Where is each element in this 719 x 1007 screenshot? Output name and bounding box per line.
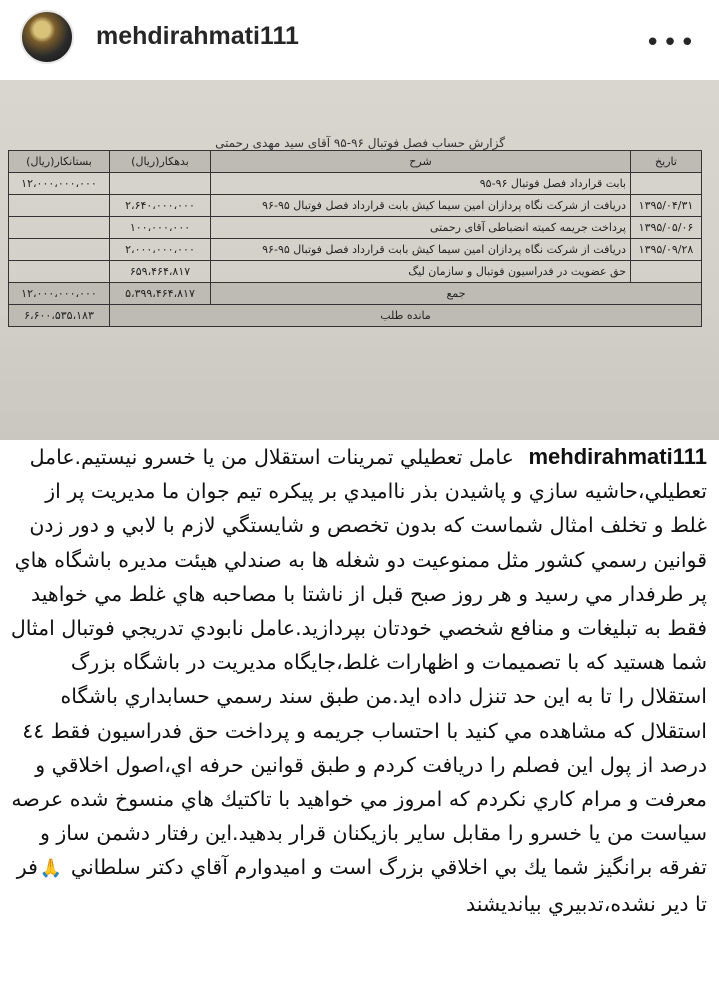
column-header-description: شرح [211,151,631,173]
post-header [0,0,719,80]
balance-value: ۶،۶۰۰،۵۳۵،۱۸۳ [9,305,110,327]
cell-description: دریافت از شرکت نگاه پردازان امین سیما کیش بابت قرارداد فصل فوتبال ۹۵-۹۶ [211,195,631,217]
table-row [9,261,702,283]
document-title: گزارش حساب فصل فوتبال ۹۶-۹۵ آقای سید مهدی رحمتی [215,136,505,150]
cell-date: ۱۳۹۵/۰۹/۲۸ [631,239,702,261]
cell-debit [110,173,211,195]
post-caption [10,440,707,921]
cell-credit [9,261,110,283]
cell-date [631,173,702,195]
column-header-debit: بدهکار(ریال) [110,151,211,173]
table-row [9,217,702,239]
cell-description: بابت قرارداد فصل فوتبال ۹۶-۹۵ [211,173,631,195]
cell-debit: ۱۰۰،۰۰۰،۰۰۰ [110,217,211,239]
table-row [9,239,702,261]
total-debit: ۵،۳۹۹،۴۶۴،۸۱۷ [110,283,211,305]
caption-text-end: فر تا دير نشده،تدبيري بيانديشند [16,855,707,916]
cell-credit [9,195,110,217]
cell-credit [9,239,110,261]
cell-debit: ۲،۶۴۰،۰۰۰،۰۰۰ [110,195,211,217]
cell-credit [9,217,110,239]
total-credit: ۱۲،۰۰۰،۰۰۰،۰۰۰ [9,283,110,305]
cell-description: حق عضویت در فدراسیون فوتبال و سازمان لیگ [211,261,631,283]
column-header-date: تاریخ [631,151,702,173]
cell-date: ۱۳۹۵/۰۴/۳۱ [631,195,702,217]
cell-debit: ۲،۰۰۰،۰۰۰،۰۰۰ [110,239,211,261]
avatar[interactable] [20,10,74,64]
post-photo [0,80,719,440]
column-header-credit: بستانکار(ریال) [9,151,110,173]
balance-row [9,305,702,327]
cell-credit: ۱۲،۰۰۰،۰۰۰،۰۰۰ [9,173,110,195]
total-row [9,283,702,305]
ledger-table [8,150,702,327]
ledger-document [0,90,719,430]
cell-description: دریافت از شرکت نگاه پردازان امین سیما کیش بابت قرارداد فصل فوتبال ۹۵-۹۶ [211,239,631,261]
cell-description: پرداخت جریمه کمیته انضباطی آقای رحمتی [211,217,631,239]
username[interactable]: mehdirahmati111 [96,22,299,50]
more-options-icon[interactable]: ••• [644,28,697,58]
total-label: جمع [211,283,702,305]
cell-date [631,261,702,283]
caption-username[interactable]: mehdirahmati111 [528,444,707,469]
cell-date: ۱۳۹۵/۰۵/۰۶ [631,217,702,239]
pray-hands-icon: 🙏 [39,858,63,880]
cell-debit: ۶۵۹،۴۶۴،۸۱۷ [110,261,211,283]
balance-label: مانده طلب [110,305,702,327]
table-row [9,195,702,217]
table-row [9,173,702,195]
caption-text: عامل تعطيلي تمرينات استقلال من يا خسرو نيستيم.عامل تعطيلي،حاشيه سازي و پاشيدن بذر نااميدي بر پيكره تيم جوان ما مديريت پر از غلط و تخلف امثال شماست كه بدون تخصص و شايستگي لازم با لابي و دور زدن قوانين رسمي كشور مثل ممنوعيت دو شغله ها به صندلي هيئت مديره باشگاه هاي پر طرفدار مي رسيد و هر روز صبح قبل از ناشتا با مصاحبه هاي غلط مي خواهيد فقط به تبليغات و منافع شخصي خودتان بپردازيد.عامل نابودي تدريجي فوتبال امثال شما هستيد كه با تصميمات و اظهارات غلط،جايگاه مديريت در باشگاه بزرگ استقلال را تا به اين حد تنزل داده ايد.من طبق سند رسمي حسابداري باشگاه استقلال كه مشاهده مي كنيد با احتساب جريمه و پرداخت حق فدراسيون فقط ٤٤ درصد از پول اين فصلم را دريافت كردم و طبق قوانين حرفه اي،اصول اخلاقي و معرفت و مرام كاري نكردم كه امروز مي خواهيد با تاكتيك هاي منسوخ شده عرصه سياست من يا خسرو را مقابل ساير بازيكنان قرار بدهيد.اين رفتار دشمن ساز و تفرقه برانگيز شما يك بي اخلاقي بزرگ است و اميدوارم آقاي دكتر سلطاني [10,445,707,880]
ledger-header-row [9,151,702,173]
